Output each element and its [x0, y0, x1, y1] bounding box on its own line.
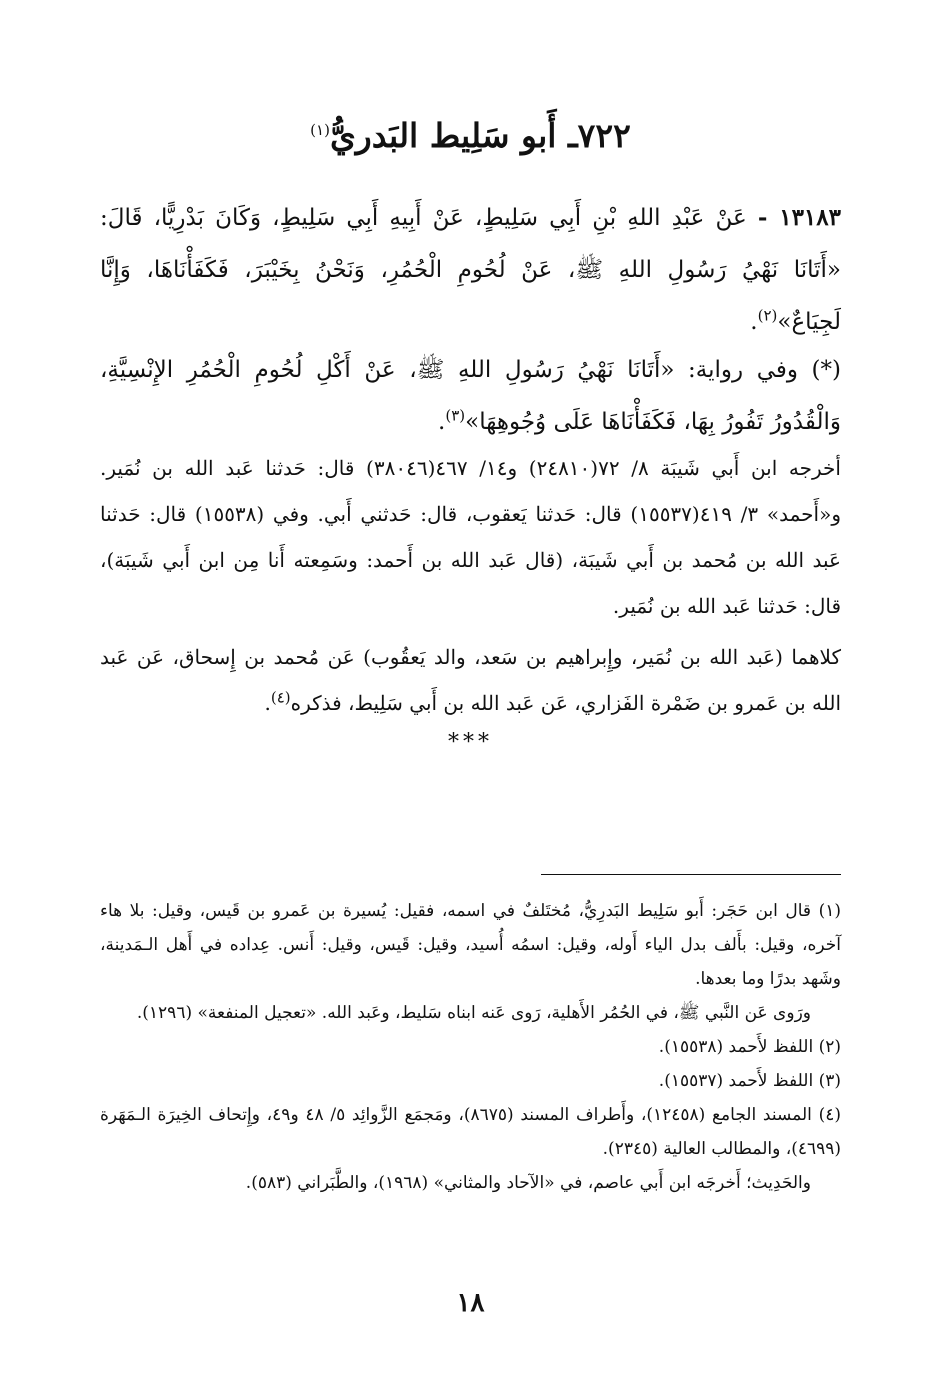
- riwaya-footnote-ref[interactable]: (٣): [445, 406, 466, 425]
- chapter-title-text: ٧٢٢ـ أَبو سَلِيط البَدريُّ: [329, 116, 631, 155]
- riwaya-paragraph: [100, 344, 841, 448]
- footnote-1-continuation: [100, 996, 841, 1030]
- footnote-4-line-1: المسند الجامع (١٢٤٥٨)، وأَطراف المسند (٨٦٧٥)، ومَجمَع الزَّوائِد ٥/ ٤٨ و٤٩، وإِتحاف الخِيرَة الـمَهَرة (٤٦٩٩)، والمطالب العالية (٢٣٤٥).: [100, 1105, 841, 1159]
- footnote-1-number: (١): [818, 901, 842, 921]
- hadith-end: .: [750, 309, 758, 335]
- footnote-1: [100, 894, 841, 996]
- hadith-paragraph: [100, 192, 841, 348]
- footnotes-section: [100, 894, 841, 1200]
- takhrij-footnote-ref[interactable]: (٤): [270, 688, 291, 707]
- hadith-number: ١٣١٨٣ -: [757, 204, 841, 231]
- footnote-4-number: (٤): [818, 1105, 841, 1125]
- chapter-title: [100, 112, 841, 160]
- hadith-footnote-ref[interactable]: (٢): [757, 306, 778, 325]
- footnote-3: [100, 1064, 841, 1098]
- page-number: ١٨: [456, 1288, 485, 1318]
- section-separator: ***: [448, 730, 493, 755]
- footnote-divider: [541, 874, 841, 875]
- takhrij-text-2: كلاهما (عَبد الله بن نُمَير، وإِبراهيم بن سَعد، والد يَعقُوب) عَن مُحمد بن إِسحاق، عَن عَبد الله بن عَمرو بن ضَمْرة الفَزاري، عَن عَبد الله بن أَبي سَلِيط، فذكره: [100, 645, 841, 715]
- footnote-4-line-2: والحَدِيث؛ أَخرجَه ابن أَبي عاصم، في «الآحاد والمثاني» (١٩٦٨)، والطَّبَراني (٥٨٣).: [245, 1173, 811, 1193]
- hadith-text: عَنْ عَبْدِ اللهِ بْنِ أَبِي سَلِيطٍ، عَنْ أَبِيهِ أَبِي سَلِيطٍ، وَكَانَ بَدْرِيًّا، قَالَ: «أَتَانَا نَهْيُ رَسُولِ اللهِ ﷺ، عَنْ لُحُومِ الْحُمُرِ، وَنَحْنُ بِخَيْبَرَ، فَكَفَأْنَاهَا، وَإِنَّا لَجِيَاعٌ»: [100, 205, 841, 335]
- takhrij-text-1: أخرجه ابن أَبي شَيبَة ٨/ ٧٢(٢٤٨١٠) و١٤/ ٤٦٧(٣٨٠٤٦) قال: حَدثنا عَبد الله بن نُمَير. و«أَحمد» ٣/ ٤١٩(١٥٥٣٧) قال: حَدثنا يَعقوب، قال: حَدثني أَبي. وفي (١٥٥٣٨) قال: حَدثنا عَبد الله بن مُحمد بن أَبي شَيبَة، (قال عَبد الله بن أَحمد: وسَمِعته أَنا مِن ابن أَبي شَيبَة)، قال: حَدثنا عَبد الله بن نُمَير.: [100, 456, 841, 618]
- takhrij-paragraph-2: [100, 634, 841, 726]
- title-footnote-ref[interactable]: (١): [310, 121, 330, 139]
- footnote-3-number: (٣): [818, 1071, 841, 1091]
- takhrij-paragraph-1: [100, 445, 841, 629]
- footnote-2-number: (٢): [818, 1037, 841, 1057]
- footnote-1-line-1: قال ابن حَجَر: أَبو سَلِيط البَدرِيُّ، مُختَلفٌ في اسمه، فقيل: يُسيرة بن عَمرو بن قَيس، وقيل: بلا هاء آخره، وقيل: بأَلف بدل الياء أَوله، وقيل: اسمُه أُسيد، وقيل: قَيس، وقيل: أَنس. عِداده في أَهل الـمَدينة، وشَهد بدرًا وما بعدها.: [100, 901, 841, 989]
- footnote-3-line-1: اللفظ لأَحمد (١٥٥٣٧).: [658, 1071, 814, 1091]
- riwaya-marker: (*): [811, 357, 841, 383]
- footnote-1-line-2: ورَوى عَن النَّبي ﷺ، في الحُمُر الأَهلية، رَوى عَنه ابناه سَليط، وعَبد الله. «تعجيل المنفعة» (١٢٩٦).: [136, 1003, 811, 1023]
- footnote-2: [100, 1030, 841, 1064]
- takhrij-end: .: [264, 691, 271, 715]
- footnote-4-continuation: [100, 1166, 841, 1200]
- riwaya-end: .: [438, 409, 446, 435]
- riwaya-text: وفي رواية: «أَتَانَا نَهْيُ رَسُولِ اللهِ ﷺ، عَنْ أَكْلِ لُحُومِ الْحُمُرِ الإِنْسِيَّةِ، وَالْقُدُورُ تَفُورُ بِهَا، فَكَفَأْنَاهَا عَلَى وُجُوهِهَا»: [100, 357, 841, 435]
- footnote-4: [100, 1098, 841, 1166]
- footnote-2-line-1: اللفظ لأَحمد (١٥٥٣٨).: [658, 1037, 814, 1057]
